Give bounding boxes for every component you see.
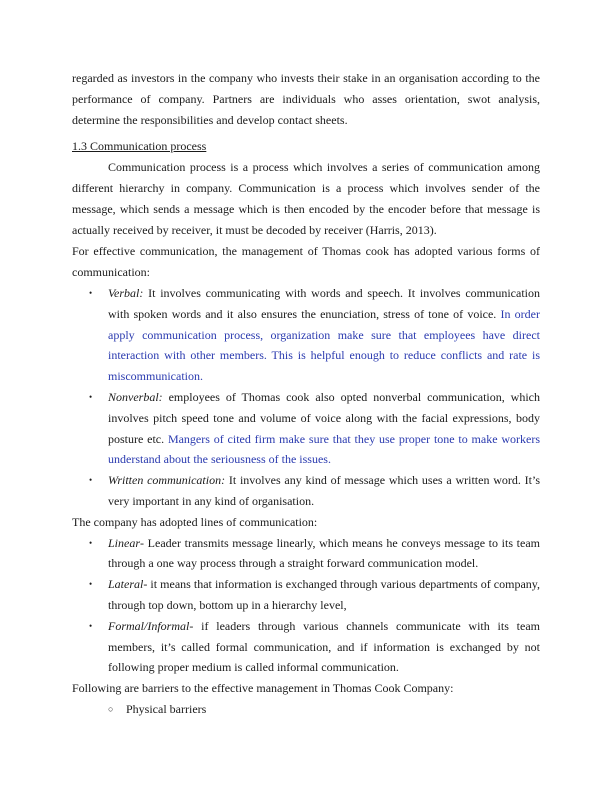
desc-written: It involves any kind of message which uses a written word. It’s very important in any kind of organisation.: [108, 473, 540, 508]
highlight-nonverbal: Mangers of cited firm make sure that they use proper tone to make workers understand about the seriousness of the issues.: [108, 431, 541, 467]
bullet-icon: •: [89, 579, 93, 590]
bullet-icon: •: [89, 537, 93, 548]
paragraph-communication-process: [72, 157, 540, 240]
paragraph-lines-intro: The company has adopted lines of communication:: [72, 514, 318, 529]
term-linear: Linear: [108, 535, 141, 550]
paragraph-communication-process-text: Communication process is a process which involves a series of communication among different hierarchy in company. Communication is a process which involves sender of the message, which sends a message which is then encoded by the encoder before that message is actually received by receiver, it must be decoded by receiver: [72, 160, 540, 237]
paragraph-investors: regarded as investors in the company who invests their stake in an organisation according to the performance of company. Partners are individuals who asses orientation, swot analysis, determine the responsibilities and develop contact sheets.: [72, 71, 540, 127]
desc-nonverbal: employees of Thomas cook also opted nonverbal communication, which involves pitch speed tone and volume of voice along with the facial expressions, body posture etc.: [108, 389, 540, 446]
term-lateral: Lateral: [108, 577, 144, 592]
list-item-linear: [72, 533, 540, 575]
desc-linear: - Leader transmits message linearly, which means he conveys message to its team through a one way process through a straight forward communication model.: [108, 535, 540, 571]
list-item-written: [72, 470, 540, 512]
list-item-formal: [72, 616, 540, 678]
desc-formal: - if leaders through various channels communicate with its team members, it’s called formal communication, and if information is exchanged by not following proper medium is called informal communication.: [108, 618, 540, 675]
list-item-verbal: [72, 283, 540, 387]
document-page: [72, 68, 540, 720]
bullet-icon: •: [89, 475, 93, 486]
bullet-icon: •: [89, 620, 93, 631]
highlight-verbal: In order apply communication process, organization make sure that employees have direct interaction with other members. This is helpful enough to reduce conflicts and rate is miscommunication.: [108, 306, 540, 384]
term-verbal: Verbal:: [108, 285, 144, 300]
term-formal: Formal/Informal: [108, 618, 190, 633]
list-item-nonverbal: [72, 387, 540, 470]
list-item-lateral: [72, 574, 540, 616]
bullet-icon: •: [89, 391, 93, 402]
desc-lateral: - it means that information is exchanged through various departments of company, through top down, bottom up in a hierarchy level,: [108, 577, 540, 612]
term-nonverbal: Nonverbal:: [108, 389, 163, 404]
paragraph-barriers-intro: Following are barriers to the effective management in Thomas Cook Company:: [72, 681, 454, 696]
paragraph-forms-intro: For effective communication, the management of Thomas cook has adopted various forms of communication:: [72, 244, 540, 280]
circle-bullet-icon: ○: [108, 703, 114, 714]
barriers-list: [72, 699, 540, 720]
list-item-physical-barriers: [72, 699, 540, 720]
term-written: Written communication:: [108, 473, 226, 488]
barrier-label: Physical barriers: [126, 701, 207, 716]
forms-list: [72, 283, 540, 512]
bullet-icon: •: [89, 287, 93, 298]
section-heading: 1.3 Communication process: [72, 139, 207, 154]
desc-verbal: It involves communicating with words and speech. It involves communication with spoken words and it also ensures the enunciation, stress of tone of voice.: [108, 285, 540, 321]
lines-list: [72, 533, 540, 679]
citation: (Harris, 2013).: [365, 222, 437, 237]
